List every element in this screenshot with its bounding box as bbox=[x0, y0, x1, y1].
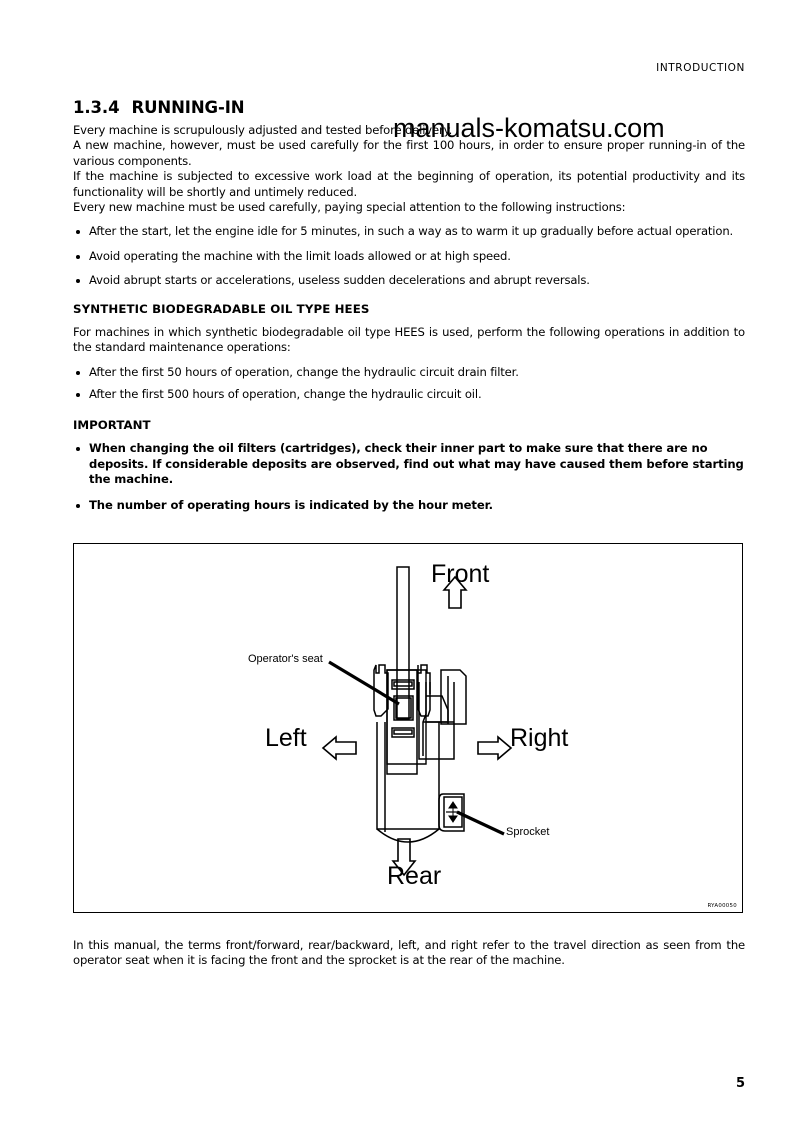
subsection-heading-hees: SYNTHETIC BIODEGRADABLE OIL TYPE HEES bbox=[73, 302, 370, 317]
hees-bullet-list bbox=[73, 365, 745, 402]
left-arrow-icon bbox=[323, 737, 356, 759]
right-arrow-icon bbox=[478, 737, 511, 759]
running-header: INTRODUCTION bbox=[656, 62, 745, 74]
operator-seat-label: Operator's seat bbox=[248, 653, 323, 665]
important-heading: IMPORTANT bbox=[73, 418, 151, 433]
rear-label: Rear bbox=[387, 862, 442, 890]
list-item: Avoid abrupt starts or accelerations, useless sudden decelerations and abrupt reversals. bbox=[73, 273, 745, 288]
list-item: The number of operating hours is indicated by the hour meter. bbox=[73, 498, 745, 513]
paragraph: For machines in which synthetic biodegradable oil type HEES is used, perform the following operations in addition to the standard maintenance operations: bbox=[73, 325, 745, 355]
closing-paragraph: In this manual, the terms front/forward, rear/backward, left, and right refer to the travel direction as seen from the operator seat when it is facing the front and the sprocket is at the rear of the machine. bbox=[73, 937, 745, 967]
machine-directions-figure bbox=[73, 543, 743, 913]
list-item: When changing the oil filters (cartridges), check their inner part to make sure that there are no deposits. If considerable deposits are observed, find out what may have caused them before starting the machine. bbox=[73, 441, 745, 487]
page-content bbox=[73, 98, 745, 566]
machine-top-view-drawing bbox=[74, 544, 741, 911]
figure-reference-code: RYA00050 bbox=[707, 903, 737, 909]
paragraph: If the machine is subjected to excessive work load at the beginning of operation, its potential productivity and its functionality will be shortly and untimely reduced. bbox=[73, 169, 745, 199]
section-number: 1.3.4 bbox=[73, 98, 120, 117]
right-label: Right bbox=[510, 724, 569, 752]
right-bucket-cylinder bbox=[418, 665, 430, 716]
running-in-bullet-list bbox=[73, 224, 745, 288]
watermark-text: manuals-komatsu.com bbox=[393, 113, 665, 143]
cab-console-bottom-inner bbox=[394, 730, 412, 734]
list-item: Avoid operating the machine with the limit loads allowed or at high speed. bbox=[73, 249, 745, 264]
left-label: Left bbox=[265, 724, 307, 752]
section-title-text: RUNNING-IN bbox=[131, 98, 245, 117]
spacer bbox=[73, 525, 745, 541]
list-item: After the start, let the engine idle for 5 minutes, in such a way as to warm it up gradually before actual operation. bbox=[73, 224, 745, 239]
section-heading-running-in bbox=[73, 98, 745, 117]
page-number: 5 bbox=[735, 1076, 745, 1091]
sprocket-label: Sprocket bbox=[506, 826, 550, 838]
counterweight bbox=[377, 829, 439, 842]
cab-floor-area bbox=[387, 670, 426, 764]
front-label: Front bbox=[431, 560, 490, 588]
list-item: After the first 50 hours of operation, change the hydraulic circuit drain filter. bbox=[73, 365, 745, 380]
list-item: After the first 500 hours of operation, change the hydraulic circuit oil. bbox=[73, 387, 745, 402]
paragraph: A new machine, however, must be used carefully for the first 100 hours, in order to ensure proper running-in of the various components. bbox=[73, 138, 745, 168]
paragraph: Every new machine must be used carefully, paying special attention to the following instructions: bbox=[73, 200, 626, 215]
important-bullet-list bbox=[73, 441, 745, 514]
paragraph: Every machine is scrupulously adjusted and tested before delivery. bbox=[73, 123, 453, 137]
